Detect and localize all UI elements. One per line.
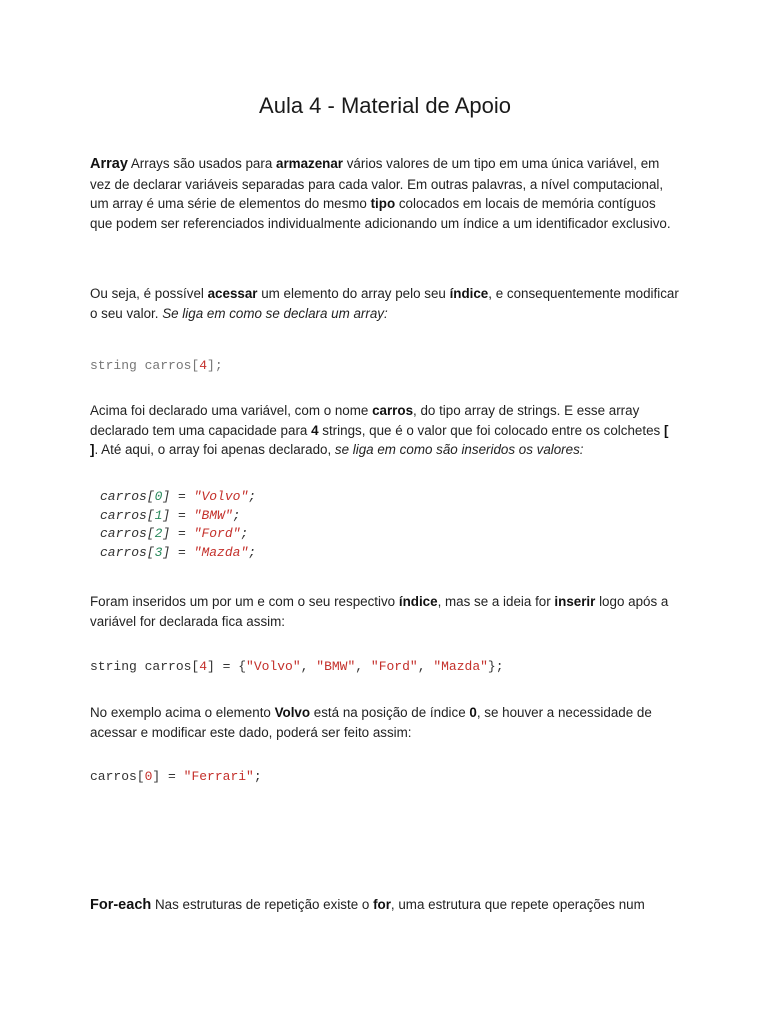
code-inline-initialization: string carros[4] = {"Volvo", "BMW", "Ford", "Mazda"}; xyxy=(90,659,504,674)
paragraph-index-access: Ou seja, é possível acessar um elemento do array pelo seu índice, e consequentemente modificar o seu valor. Se liga em como se declara um array: xyxy=(90,286,679,321)
code-line: carros[1] = "BMW"; xyxy=(100,507,241,523)
code-modify-element: carros[0] = "Ferrari"; xyxy=(90,769,262,784)
code-line: carros[3] = "Mazda"; xyxy=(100,544,257,560)
section-heading-array: Array xyxy=(90,156,128,172)
paragraph-inline-insert: Foram inseridos um por um e com o seu respectivo índice, mas se a ideia for inserir logo após a variável for declarada fica assim: xyxy=(90,594,669,629)
paragraph-modify-element: No exemplo acima o elemento Volvo está na posição de índice 0, se houver a necessidade de acessar e modificar este dado, poderá ser feito assim: xyxy=(90,705,652,740)
paragraph-array-intro: Array Arrays são usados para armazenar vários valores de um tipo em uma única variável, em vez de declarar variáveis separadas para cada valor. Em outras palavras, a nível computacional, um array é uma série de elementos do mesmo tipo colocados em locais de memória contíguos que podem ser referenciados individualmente adicionando um índice a um identificador exclusivo. xyxy=(90,156,671,231)
code-line: carros[2] = "Ford"; xyxy=(100,526,249,541)
code-line: carros[0] = "Volvo"; xyxy=(100,489,257,504)
section-heading-for-each: For-each xyxy=(90,897,152,913)
code-declaration: string carros[4]; xyxy=(90,358,223,373)
paragraph-for-each: For-each Nas estruturas de repetição existe o for, uma estrutura que repete operações num xyxy=(90,897,645,913)
code-assignments xyxy=(100,488,256,562)
page-title: Aula 4 - Material de Apoio xyxy=(259,93,511,118)
paragraph-declaration-explained: Acima foi declarado uma variável, com o nome carros, do tipo array de strings. E esse array declarado tem uma capacidade para 4 strings, que é o valor que foi colocado entre os colchetes [ ]. Até aqui, o array foi apenas declarado, se liga em como são inseridos os valores: xyxy=(90,403,669,458)
